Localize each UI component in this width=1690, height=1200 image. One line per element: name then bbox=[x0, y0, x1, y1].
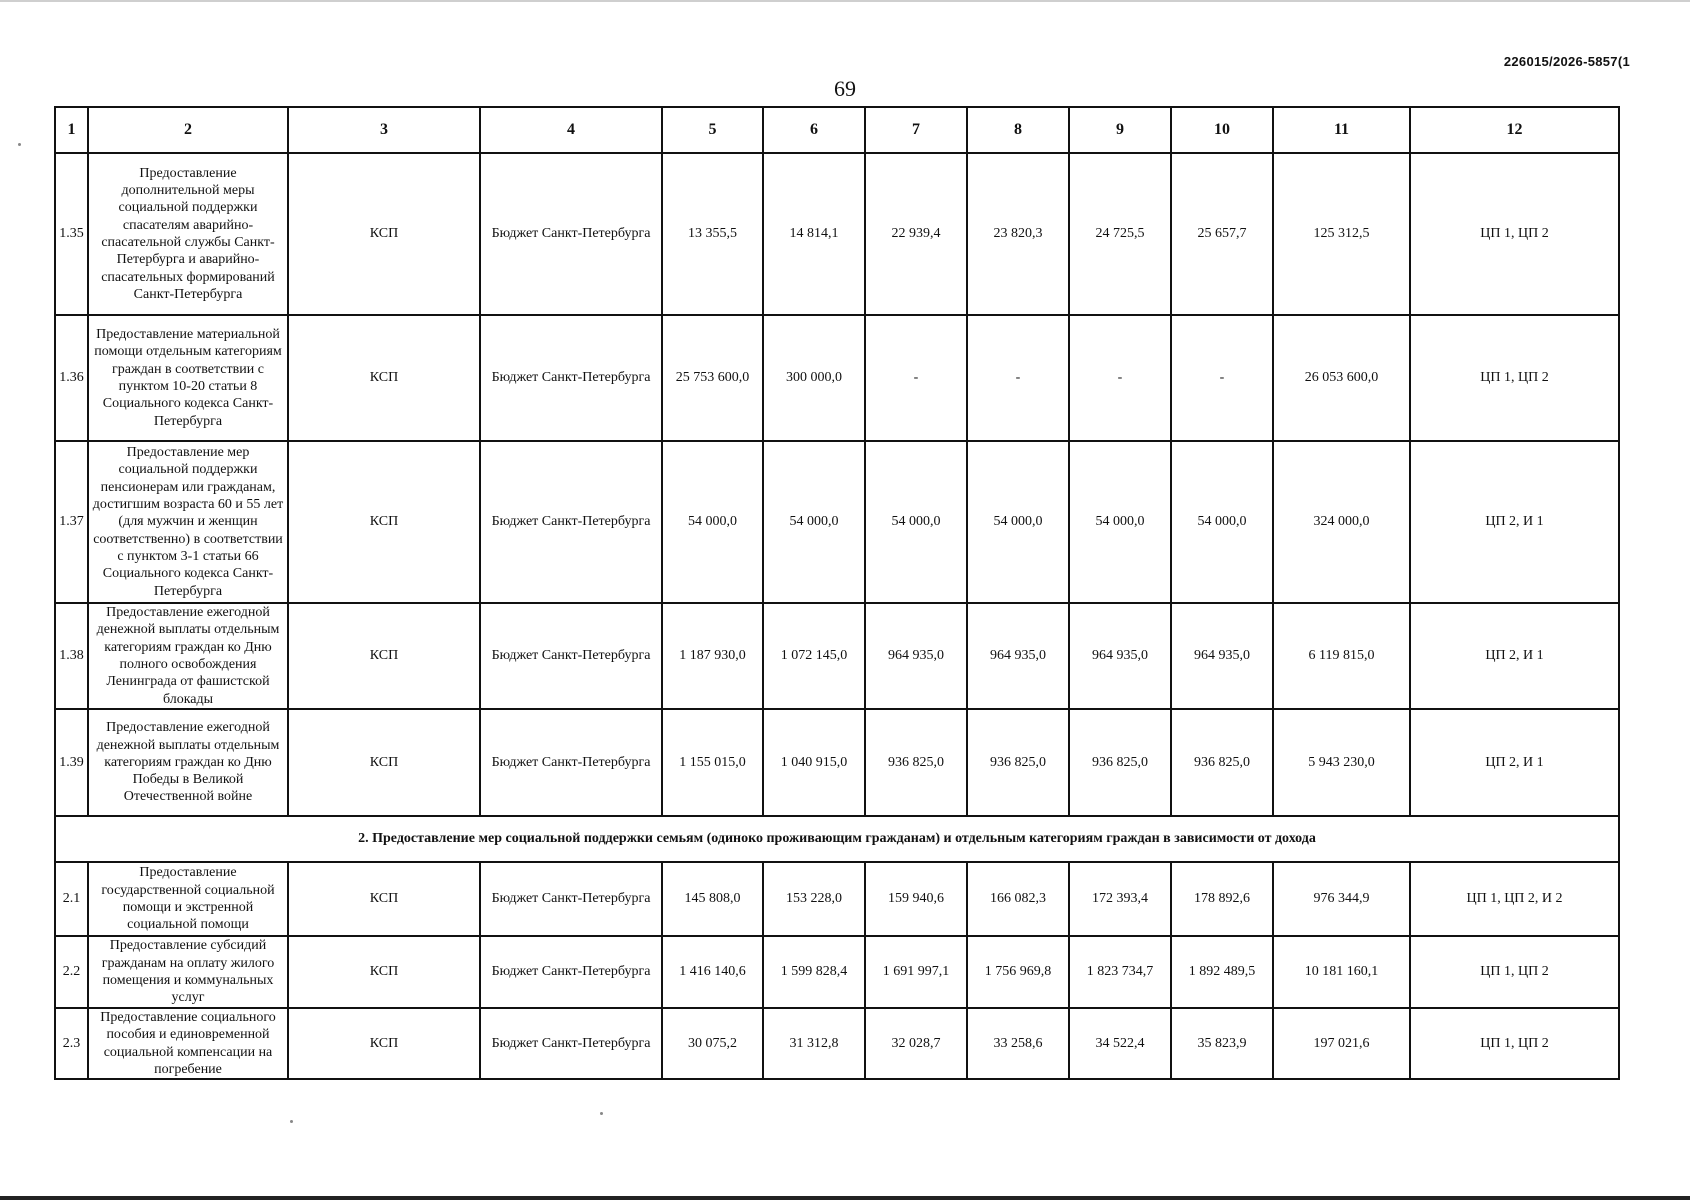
value-col-8: 964 935,0 bbox=[967, 603, 1069, 709]
value-col-8: - bbox=[967, 315, 1069, 441]
value-col-6: 54 000,0 bbox=[763, 441, 865, 603]
value-col-8: 166 082,3 bbox=[967, 862, 1069, 936]
scan-speck bbox=[600, 1112, 603, 1115]
value-col-10: 54 000,0 bbox=[1171, 441, 1273, 603]
value-col-10: - bbox=[1171, 315, 1273, 441]
value-col-5: 25 753 600,0 bbox=[662, 315, 763, 441]
table-header-row bbox=[55, 107, 1619, 153]
funding-source: Бюджет Санкт-Петербурга bbox=[480, 936, 662, 1008]
row-number: 1.35 bbox=[55, 153, 88, 315]
table-row bbox=[55, 709, 1619, 816]
value-col-8: 936 825,0 bbox=[967, 709, 1069, 816]
goal-indicators: ЦП 1, ЦП 2, И 2 bbox=[1410, 862, 1619, 936]
value-col-10: 35 823,9 bbox=[1171, 1008, 1273, 1079]
section-title: 2. Предоставление мер социальной поддержки семьям (одиноко проживающим гражданам) и отдельным категориям граждан в зависимости от дохода bbox=[55, 816, 1619, 862]
row-number: 2.3 bbox=[55, 1008, 88, 1079]
value-col-9: 1 823 734,7 bbox=[1069, 936, 1171, 1008]
value-col-6: 153 228,0 bbox=[763, 862, 865, 936]
funding-source: Бюджет Санкт-Петербурга bbox=[480, 441, 662, 603]
value-col-9: 54 000,0 bbox=[1069, 441, 1171, 603]
measure-name: Предоставление государственной социальной помощи и экстренной социальной помощи bbox=[88, 862, 288, 936]
goal-indicators: ЦП 1, ЦП 2 bbox=[1410, 1008, 1619, 1079]
value-col-7: 32 028,7 bbox=[865, 1008, 967, 1079]
column-header: 7 bbox=[865, 107, 967, 153]
table-row bbox=[55, 1008, 1619, 1079]
column-header: 9 bbox=[1069, 107, 1171, 153]
scan-speck bbox=[18, 143, 21, 146]
column-header: 12 bbox=[1410, 107, 1619, 153]
row-number: 2.1 bbox=[55, 862, 88, 936]
executor: КСП bbox=[288, 709, 480, 816]
goal-indicators: ЦП 2, И 1 bbox=[1410, 603, 1619, 709]
value-total: 125 312,5 bbox=[1273, 153, 1410, 315]
value-col-6: 1 072 145,0 bbox=[763, 603, 865, 709]
executor: КСП bbox=[288, 153, 480, 315]
column-header: 4 bbox=[480, 107, 662, 153]
goal-indicators: ЦП 1, ЦП 2 bbox=[1410, 315, 1619, 441]
measure-name: Предоставление мер социальной поддержки пенсионерам или гражданам, достигшим возраста 60 и 55 лет (для мужчин и женщин соответственно) в соответствии с пунктом 3-1 статьи 66 Социального кодекса Санкт-Петербурга bbox=[88, 441, 288, 603]
row-number: 1.36 bbox=[55, 315, 88, 441]
measure-name: Предоставление субсидий гражданам на оплату жилого помещения и коммунальных услуг bbox=[88, 936, 288, 1008]
column-header: 1 bbox=[55, 107, 88, 153]
value-col-5: 54 000,0 bbox=[662, 441, 763, 603]
scan-top-edge bbox=[0, 0, 1690, 2]
value-col-8: 33 258,6 bbox=[967, 1008, 1069, 1079]
value-total: 10 181 160,1 bbox=[1273, 936, 1410, 1008]
value-col-9: 964 935,0 bbox=[1069, 603, 1171, 709]
value-col-6: 1 040 915,0 bbox=[763, 709, 865, 816]
column-header: 11 bbox=[1273, 107, 1410, 153]
program-table bbox=[54, 106, 1620, 1080]
row-number: 1.39 bbox=[55, 709, 88, 816]
value-col-10: 964 935,0 bbox=[1171, 603, 1273, 709]
value-col-7: 22 939,4 bbox=[865, 153, 967, 315]
value-total: 26 053 600,0 bbox=[1273, 315, 1410, 441]
executor: КСП bbox=[288, 1008, 480, 1079]
table-row bbox=[55, 936, 1619, 1008]
value-col-10: 1 892 489,5 bbox=[1171, 936, 1273, 1008]
column-header: 3 bbox=[288, 107, 480, 153]
section-row bbox=[55, 816, 1619, 862]
row-number: 2.2 bbox=[55, 936, 88, 1008]
executor: КСП bbox=[288, 862, 480, 936]
value-total: 324 000,0 bbox=[1273, 441, 1410, 603]
value-col-7: 936 825,0 bbox=[865, 709, 967, 816]
value-total: 6 119 815,0 bbox=[1273, 603, 1410, 709]
value-col-8: 54 000,0 bbox=[967, 441, 1069, 603]
value-col-10: 178 892,6 bbox=[1171, 862, 1273, 936]
table-row bbox=[55, 603, 1619, 709]
scan-bottom-edge bbox=[0, 1196, 1690, 1200]
value-col-6: 300 000,0 bbox=[763, 315, 865, 441]
value-col-7: 54 000,0 bbox=[865, 441, 967, 603]
row-number: 1.38 bbox=[55, 603, 88, 709]
funding-source: Бюджет Санкт-Петербурга bbox=[480, 153, 662, 315]
goal-indicators: ЦП 1, ЦП 2 bbox=[1410, 936, 1619, 1008]
value-col-9: 936 825,0 bbox=[1069, 709, 1171, 816]
value-col-9: - bbox=[1069, 315, 1171, 441]
document-registration-code: 226015/2026-5857(1 bbox=[1503, 54, 1630, 69]
value-col-7: 1 691 997,1 bbox=[865, 936, 967, 1008]
column-header: 8 bbox=[967, 107, 1069, 153]
measure-name: Предоставление дополнительной меры социальной поддержки спасателям аварийно-спасательной службы Санкт-Петербурга и аварийно-спасательных формирований Санкт-Петербурга bbox=[88, 153, 288, 315]
value-col-6: 1 599 828,4 bbox=[763, 936, 865, 1008]
value-col-5: 1 416 140,6 bbox=[662, 936, 763, 1008]
scan-speck bbox=[290, 1120, 293, 1123]
measure-name: Предоставление социального пособия и единовременной социальной компенсации на погребение bbox=[88, 1008, 288, 1079]
goal-indicators: ЦП 1, ЦП 2 bbox=[1410, 153, 1619, 315]
page-number: 69 bbox=[834, 76, 856, 101]
value-col-5: 145 808,0 bbox=[662, 862, 763, 936]
value-col-7: - bbox=[865, 315, 967, 441]
goal-indicators: ЦП 2, И 1 bbox=[1410, 709, 1619, 816]
value-col-6: 31 312,8 bbox=[763, 1008, 865, 1079]
table-row bbox=[55, 315, 1619, 441]
column-header: 5 bbox=[662, 107, 763, 153]
executor: КСП bbox=[288, 603, 480, 709]
value-col-10: 25 657,7 bbox=[1171, 153, 1273, 315]
funding-source: Бюджет Санкт-Петербурга bbox=[480, 603, 662, 709]
measure-name: Предоставление ежегодной денежной выплаты отдельным категориям граждан ко Дню Победы в Великой Отечественной войне bbox=[88, 709, 288, 816]
value-col-5: 13 355,5 bbox=[662, 153, 763, 315]
value-col-5: 30 075,2 bbox=[662, 1008, 763, 1079]
value-col-9: 34 522,4 bbox=[1069, 1008, 1171, 1079]
table-row bbox=[55, 862, 1619, 936]
value-total: 197 021,6 bbox=[1273, 1008, 1410, 1079]
value-col-9: 172 393,4 bbox=[1069, 862, 1171, 936]
value-col-7: 159 940,6 bbox=[865, 862, 967, 936]
table-row bbox=[55, 153, 1619, 315]
value-col-7: 964 935,0 bbox=[865, 603, 967, 709]
value-col-6: 14 814,1 bbox=[763, 153, 865, 315]
value-col-9: 24 725,5 bbox=[1069, 153, 1171, 315]
measure-name: Предоставление ежегодной денежной выплаты отдельным категориям граждан ко Дню полного освобождения Ленинграда от фашистской блокады bbox=[88, 603, 288, 709]
value-col-5: 1 155 015,0 bbox=[662, 709, 763, 816]
table-row bbox=[55, 441, 1619, 603]
goal-indicators: ЦП 2, И 1 bbox=[1410, 441, 1619, 603]
value-total: 5 943 230,0 bbox=[1273, 709, 1410, 816]
funding-source: Бюджет Санкт-Петербурга bbox=[480, 709, 662, 816]
column-header: 2 bbox=[88, 107, 288, 153]
row-number: 1.37 bbox=[55, 441, 88, 603]
executor: КСП bbox=[288, 315, 480, 441]
executor: КСП bbox=[288, 441, 480, 603]
funding-source: Бюджет Санкт-Петербурга bbox=[480, 862, 662, 936]
value-total: 976 344,9 bbox=[1273, 862, 1410, 936]
value-col-10: 936 825,0 bbox=[1171, 709, 1273, 816]
value-col-5: 1 187 930,0 bbox=[662, 603, 763, 709]
value-col-8: 1 756 969,8 bbox=[967, 936, 1069, 1008]
measure-name: Предоставление материальной помощи отдельным категориям граждан в соответствии с пунктом 10-20 статьи 8 Социального кодекса Санкт-Петербурга bbox=[88, 315, 288, 441]
funding-source: Бюджет Санкт-Петербурга bbox=[480, 1008, 662, 1079]
funding-source: Бюджет Санкт-Петербурга bbox=[480, 315, 662, 441]
executor: КСП bbox=[288, 936, 480, 1008]
column-header: 10 bbox=[1171, 107, 1273, 153]
value-col-8: 23 820,3 bbox=[967, 153, 1069, 315]
column-header: 6 bbox=[763, 107, 865, 153]
